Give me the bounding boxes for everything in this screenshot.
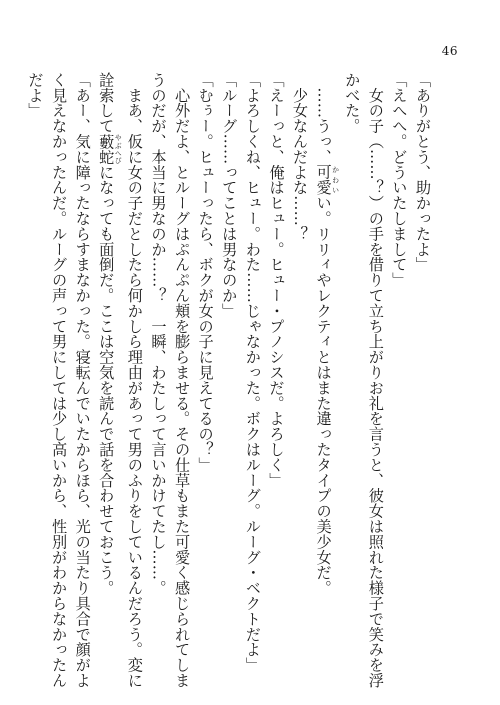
ruby-kawaii [314,164,340,196]
text-fragment: 詮索して [97,72,116,134]
ruby-reading: やぶへび [114,133,123,165]
text-line: 「ルーグ……ってことは男なのか」 [220,72,239,319]
text-fragment: になっても面倒だ。ここは空気を読んで話を合わせておこう。 [97,164,116,596]
text-line: 少女なんだよな……？ [291,72,310,242]
text-line: 心外だよ、とルーグはぷんぷん頬を膨らませる。その仕草もまた可愛く感じられてしま [173,72,192,688]
text-line: かべた。 [343,72,362,134]
text-line [94,72,123,654]
text-line: 「よろしくね、ヒュー。わた……じゃなかった。ボクはルーグ。ルーグ・ベクトだよ」 [243,72,262,673]
text-line: まあ、仮に女の子だとしたら何かしら理由があって男のふりをしているんだろう。変に [125,72,144,688]
text-line: 「あー、気に障ったならすまなかった。寝転んでいたからほら、光の当たり具合で顔がよ [73,72,92,688]
text-line: 女の子（……？）の手を借りて立ち上がりお礼を言うと、彼女は照れた様子で笑みを浮 [366,72,385,688]
text-line: 「むぅー。ヒューったら、ボクが女の子に見えてるの？」 [196,72,215,473]
text-line: 「えーっと、俺はヒュー。ヒュー・プノシスだ。よろしく」 [267,72,286,488]
text-line: 「ありがとう、助かったよ」 [414,72,432,273]
ruby-base: 藪蛇 [97,133,116,165]
text-line [311,72,340,654]
text-block [23,72,434,688]
text-line: く見えなかったんだ。ルーグの声って男にしては少し高いから、性別がわからなかったん [50,72,69,688]
ruby-base: 可愛 [314,164,333,196]
text-fragment: ……うっ、 [314,72,333,165]
text-line: うのだが、本当に男なのか……？ 一瞬、わたしって言いかけてたし……。 [149,72,168,596]
page-number: 46 [441,44,458,58]
text-line: だよ」 [26,72,45,119]
text-fragment: い。リリィやレクティとはまた違ったタイプの美少女だ。 [314,195,333,596]
ruby-yabuhebi [97,133,123,165]
text-line: 「えへへ。どういたしまして」 [390,72,409,288]
ruby-reading: かわい [331,164,340,196]
